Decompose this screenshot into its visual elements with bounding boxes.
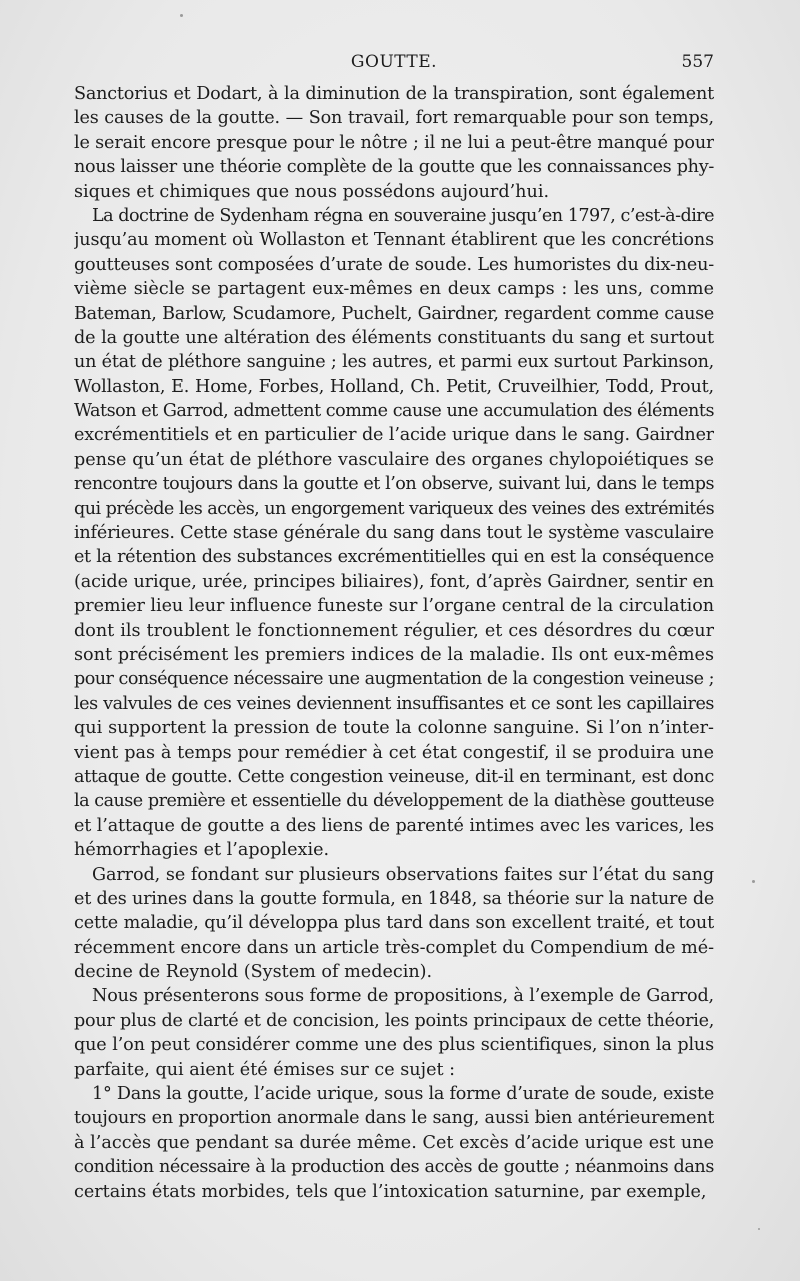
text-line: siques et chimiques que nous possédons aujourd’hui. bbox=[74, 181, 550, 202]
text-line: de la goutte une altération des éléments constituants du sang et surtout bbox=[74, 327, 714, 348]
text-line: 1° Dans la goutte, l’acide urique, sous la forme d’urate de soude, existe bbox=[92, 1084, 714, 1105]
text-line: (acide urique, urée, principes biliaires), font, d’après Gairdner, sentir en bbox=[74, 571, 714, 592]
text-line: la cause première et essentielle du développement de la diathèse goutteuse bbox=[74, 791, 714, 812]
paper-speck bbox=[180, 14, 183, 17]
text-line: à l’accès que pendant sa durée même. Cet excès d’acide urique est une bbox=[74, 1132, 714, 1153]
text-line: decine de Reynold (System of medecin). bbox=[74, 962, 433, 983]
text-line: cette maladie, qu’il développa plus tard dans son excellent traité, et tout bbox=[74, 913, 714, 934]
text-line: vient pas à temps pour remédier à cet état congestif, il se produira une bbox=[74, 742, 714, 763]
text-line: toujours en proportion anormale dans le sang, aussi bien antérieurement bbox=[74, 1108, 714, 1129]
text-line: Wollaston, E. Home, Forbes, Holland, Ch. Petit, Cruveilhier, Todd, Prout, bbox=[74, 376, 714, 397]
text-line: goutteuses sont composées d’urate de soude. Les humoristes du dix-neu- bbox=[74, 254, 714, 275]
text-line: jusqu’au moment où Wollaston et Tennant établirent que les concrétions bbox=[74, 230, 714, 251]
text-line: attaque de goutte. Cette congestion veineuse, dit-il en terminant, est donc bbox=[74, 766, 714, 787]
text-line: dont ils troublent le fonctionnement régulier, et ces désordres du cœur bbox=[74, 620, 714, 641]
text-line: Nous présenterons sous forme de propositions, à l’exemple de Garrod, bbox=[92, 986, 714, 1007]
text-line: premier lieu leur influence funeste sur l’organe central de la circulation bbox=[74, 596, 714, 617]
running-header bbox=[74, 50, 714, 74]
paper-speck bbox=[758, 1228, 760, 1230]
text-line: hémorrhagies et l’apoplexie. bbox=[74, 840, 330, 861]
text-line: le serait encore presque pour le nôtre ; il ne lui a peut-être manqué pour bbox=[74, 132, 714, 153]
text-line: excrémentitiels et en particulier de l’acide urique dans le sang. Gairdner bbox=[74, 425, 714, 446]
text-line: que l’on peut considérer comme une des plus scientifiques, sinon la plus bbox=[74, 1035, 714, 1056]
text-line: pour conséquence nécessaire une augmentation de la congestion veineuse ; bbox=[74, 669, 714, 690]
text-line: sont précisément les premiers indices de la maladie. Ils ont eux-mêmes bbox=[74, 644, 714, 665]
paper-speck bbox=[752, 880, 755, 883]
text-line: les valvules de ces veines deviennent insuffisantes et ce sont les capillaires bbox=[74, 693, 714, 714]
text-line: nous laisser une théorie complète de la goutte que les connaissances phy- bbox=[74, 157, 714, 178]
paragraph bbox=[74, 984, 714, 1082]
text-line: Sanctorius et Dodart, à la diminution de la transpiration, sont également bbox=[74, 84, 714, 104]
text-line: condition nécessaire à la production des accès de goutte ; néanmoins dans bbox=[74, 1157, 714, 1178]
text-line: La doctrine de Sydenham régna en souveraine jusqu’en 1797, c’est-à-dire bbox=[92, 205, 714, 226]
text-line: certains états morbides, tels que l’intoxication saturnine, par exemple, bbox=[74, 1181, 707, 1202]
text-line: vième siècle se partagent eux-mêmes en deux camps : les uns, comme bbox=[74, 279, 714, 300]
text-line: pense qu’un état de pléthore vasculaire des organes chylopoiétiques se bbox=[74, 449, 714, 470]
text-line: et des urines dans la goutte formula, en 1848, sa théorie sur la nature de bbox=[74, 888, 714, 909]
text-line: et la rétention des substances excrémentitielles qui en est la conséquence bbox=[74, 547, 714, 568]
text-line: pour plus de clarté et de concision, les points principaux de cette théorie, bbox=[74, 1010, 714, 1031]
body-text bbox=[74, 82, 714, 1204]
text-line: Garrod, se fondant sur plusieurs observations faites sur l’état du sang bbox=[92, 864, 714, 885]
page-number: 557 bbox=[681, 52, 714, 72]
text-line: Watson et Garrod, admettent comme cause une accumulation des éléments bbox=[74, 401, 714, 422]
paragraph bbox=[74, 863, 714, 985]
text-line: un état de pléthore sanguine ; les autres, et parmi eux surtout Parkinson, bbox=[74, 352, 714, 373]
text-line: qui précède les accès, un engorgement variqueux des veines des extrémités bbox=[74, 498, 714, 519]
running-title: GOUTTE. bbox=[350, 52, 438, 72]
text-line: qui supportent la pression de toute la colonne sanguine. Si l’on n’inter- bbox=[74, 718, 714, 739]
paragraph bbox=[74, 1082, 714, 1204]
text-line: et l’attaque de goutte a des liens de parenté intimes avec les varices, les bbox=[74, 815, 714, 836]
text-line: les causes de la goutte. — Son travail, fort remarquable pour son temps, bbox=[74, 108, 714, 129]
text-line: parfaite, qui aient été émises sur ce sujet : bbox=[74, 1059, 456, 1080]
text-line: Bateman, Barlow, Scudamore, Puchelt, Gairdner, regardent comme cause bbox=[74, 303, 714, 324]
text-line: rencontre toujours dans la goutte et l’on observe, suivant lui, dans le temps bbox=[74, 474, 714, 495]
text-line: inférieures. Cette stase générale du sang dans tout le système vasculaire bbox=[74, 523, 714, 544]
paragraph bbox=[74, 82, 714, 204]
paragraph bbox=[74, 204, 714, 863]
text-line: récemment encore dans un article très-complet du Compendium de mé- bbox=[74, 937, 714, 958]
